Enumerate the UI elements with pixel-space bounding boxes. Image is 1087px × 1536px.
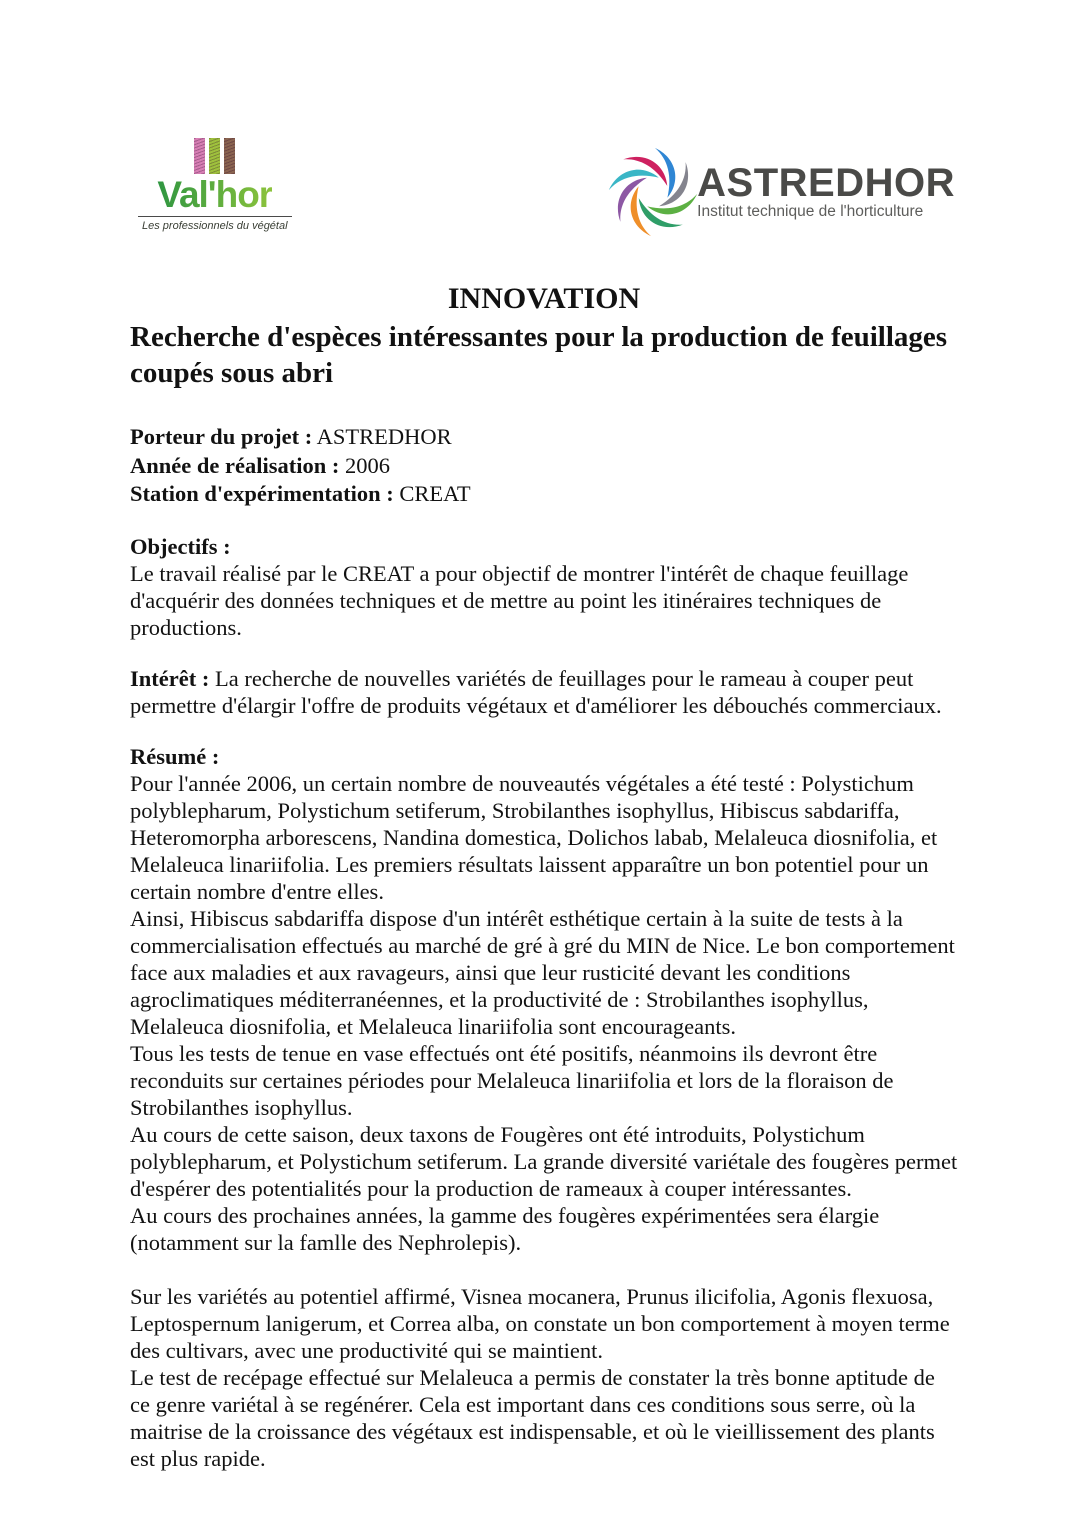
resume-paragraph: Au cours de cette saison, deux taxons de Fougères ont été introduits, Polystichum polyblepharum, et Polystichum setiferum. La grande diversité variétale des fougères permet d'espérer des potentialités pour la production de rameaux à couper intéressantes. [130, 1121, 958, 1201]
section-closing [130, 1283, 958, 1472]
section-objectifs [130, 533, 958, 641]
page-subtitle: Recherche d'espèces intéressantes pour la production de feuillages coupés sous abri [130, 321, 948, 389]
closing-paragraph: Sur les variétés au potentiel affirmé, Visnea mocanera, Prunus ilicifolia, Agonis flexuosa, Leptospernum lanigerum, et Correa alba, on constate un bon comportement à moyen terme des cultivars, avec une productivité qui se maintient. [130, 1283, 950, 1363]
resume-paragraph: Tous les tests de tenue en vase effectués ont été positifs, néanmoins ils devront être reconduits sur certaines périodes pour Melaleuca linariifolia et lors de la floraison de Strobilanthes isophyllus. [130, 1040, 894, 1120]
astredhor-logo [605, 142, 955, 242]
astredhor-flower-icon [605, 142, 701, 242]
meta-porteur [130, 423, 958, 452]
meta-annee [130, 452, 958, 481]
resume-paragraph: Pour l'année 2006, un certain nombre de nouveautés végétales a été testé : Polystichum polyblepharum, Polystichum setiferum, Strobilanthes isophyllus, Hibiscus sabdariffa, Heteromorpha arborescens, Nandina domestica, Dolichos labab, Melaleuca diosnifolia, et Melaleuca linariifolia. Les premiers résultats laissent apparaître un bon potentiel pour un certain nombre d'entre elles. [130, 770, 938, 904]
objectifs-text: Le travail réalisé par le CREAT a pour objectif de montrer l'intérêt de chaque feuillage d'acquérir des données techniques et de mettre au point les itinéraires techniques de productions. [130, 560, 909, 640]
interet-body: La recherche de nouvelles variétés de feuillages pour le rameau à couper peut permettre d'élargir l'offre de produits végétaux et d'améliorer les débouchés commerciaux. [130, 665, 942, 718]
meta-annee-value: 2006 [344, 452, 390, 478]
meta-annee-label: Année de réalisation : [130, 452, 340, 478]
page-title: INNOVATION [447, 282, 641, 315]
meta-station-label: Station d'expérimentation : [130, 481, 394, 506]
meta-station [130, 480, 958, 509]
meta-station-value: CREAT [399, 481, 471, 506]
astredhor-logo-tagline: Institut technique de l'horticulture [697, 203, 924, 220]
valhor-logo-tagline: Les professionnels du végétal [138, 216, 292, 232]
astredhor-logo-text: ASTREDHOR [697, 161, 955, 205]
astredhor-logo-textblock [697, 163, 955, 221]
valhor-bar-brown [224, 138, 235, 174]
interet-text [130, 665, 958, 719]
meta-porteur-value: ASTREDHOR [316, 424, 452, 449]
interet-label: Intérêt : [130, 665, 210, 691]
valhor-logo [138, 138, 292, 232]
valhor-bar-pink [194, 138, 205, 174]
valhor-logo-bars [194, 138, 235, 174]
resume-paragraph: Au cours des prochaines années, la gamme des fougères expérimentées sera élargie (notamment sur la famlle des Nephrolepis). [130, 1202, 880, 1255]
project-meta [130, 423, 958, 509]
objectifs-heading: Objectifs : [130, 533, 231, 559]
section-interet [130, 665, 958, 719]
closing-paragraph: Le test de recépage effectué sur Melaleuca a permis de constater la très bonne aptitude de ce genre variétal à se regénérer. Cela est important dans ces conditions sous serre, où la maitrise de la croissance des végétaux est indispensable, et où le vieillissement des plants est plus rapide. [130, 1364, 935, 1471]
header-logo-row [0, 0, 1087, 242]
section-resume [130, 743, 958, 1256]
document-body [0, 282, 1087, 1472]
resume-paragraph: Ainsi, Hibiscus sabdariffa dispose d'un intérêt esthétique certain à la suite de tests à la commercialisation effectués au marché de gré à gré du MIN de Nice. Le bon comportement face aux maladies et aux ravageurs, ainsi que leur rusticité devant les conditions agroclimatiques méditerranéennes, et la productivité de : Strobilanthes isophyllus, Melaleuca diosnifolia, et Melaleuca linariifolia sont encourageants. [130, 905, 955, 1039]
valhor-bar-green [209, 138, 220, 174]
resume-heading: Résumé : [130, 743, 220, 769]
meta-porteur-label: Porteur du projet : [130, 424, 313, 449]
valhor-logo-text: Val'hor [157, 174, 273, 215]
